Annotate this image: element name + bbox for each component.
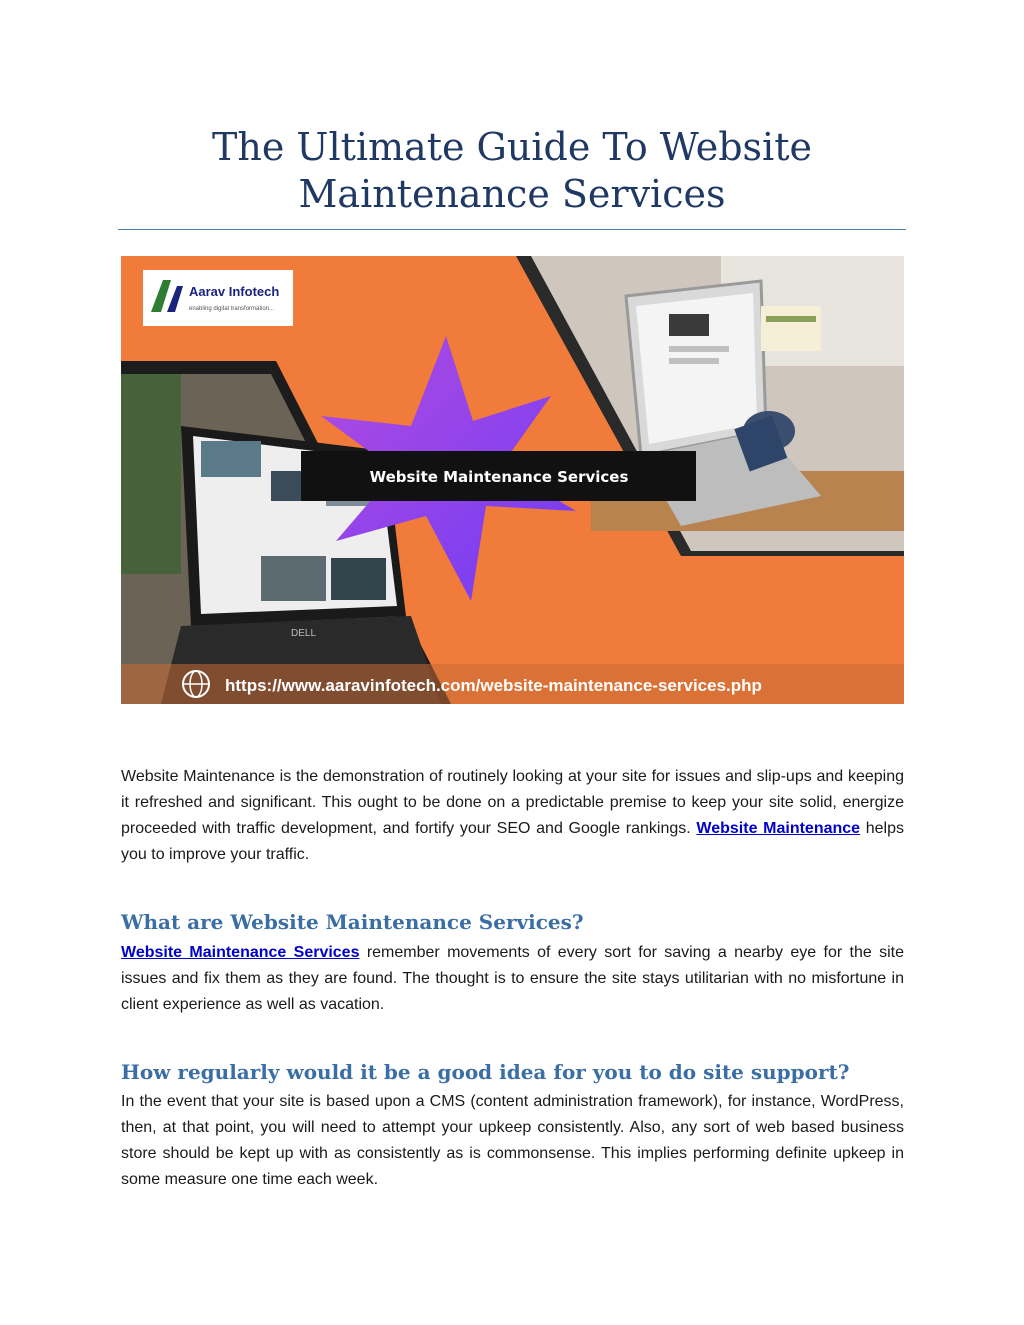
section-heading-what: What are Website Maintenance Services? bbox=[121, 910, 584, 934]
section-heading-how-often: How regularly would it be a good idea for you to do site support? bbox=[121, 1060, 850, 1084]
intro-text: Website Maintenance is the demonstration of routinely looking at your site for issues and slip-ups and keeping it refreshed and significant. This ought to be done on a predictable premise to keep your site solid, energize proceeded with traffic development, and fortify your SEO and Google rankings. bbox=[121, 768, 904, 837]
page-title bbox=[120, 124, 904, 218]
section1-text: remember movements of every sort for saving a nearby eye for the site issues and fix them as they are found. The thought is to ensure the site stays utilitarian with no misfortune in client experience as well as vacation. bbox=[121, 944, 904, 1013]
banner-url: https://www.aaravinfotech.com/website-maintenance-services.php bbox=[225, 676, 762, 695]
section1-paragraph bbox=[121, 940, 904, 1018]
page-title-line-1: The Ultimate Guide To Website bbox=[212, 125, 812, 169]
laptop-brand-text: DELL bbox=[291, 628, 317, 639]
banner-headline: Website Maintenance Services bbox=[369, 468, 629, 486]
intro-text-end: helps you to improve your traffic. bbox=[121, 820, 904, 863]
website-maintenance-services-link[interactable]: Website Maintenance Services bbox=[121, 944, 360, 961]
title-divider bbox=[118, 229, 906, 230]
logo-name: Aarav Infotech bbox=[189, 284, 280, 299]
intro-paragraph bbox=[121, 764, 904, 868]
website-maintenance-link[interactable]: Website Maintenance bbox=[696, 820, 861, 837]
logo-tagline: enabling digital transformation... bbox=[189, 306, 275, 312]
section2-paragraph: In the event that your site is based upon a CMS (content administration framework), for instance, WordPress, then, at that point, you will need to attempt your upkeep consistently. Also, any sort of web based business store should be kept up with as consistently as is commonsense. This implies performing definite upkeep in some measure one time each week. bbox=[121, 1093, 904, 1188]
page-title-line-2: Maintenance Services bbox=[298, 172, 726, 216]
hero-banner-image bbox=[121, 256, 904, 704]
